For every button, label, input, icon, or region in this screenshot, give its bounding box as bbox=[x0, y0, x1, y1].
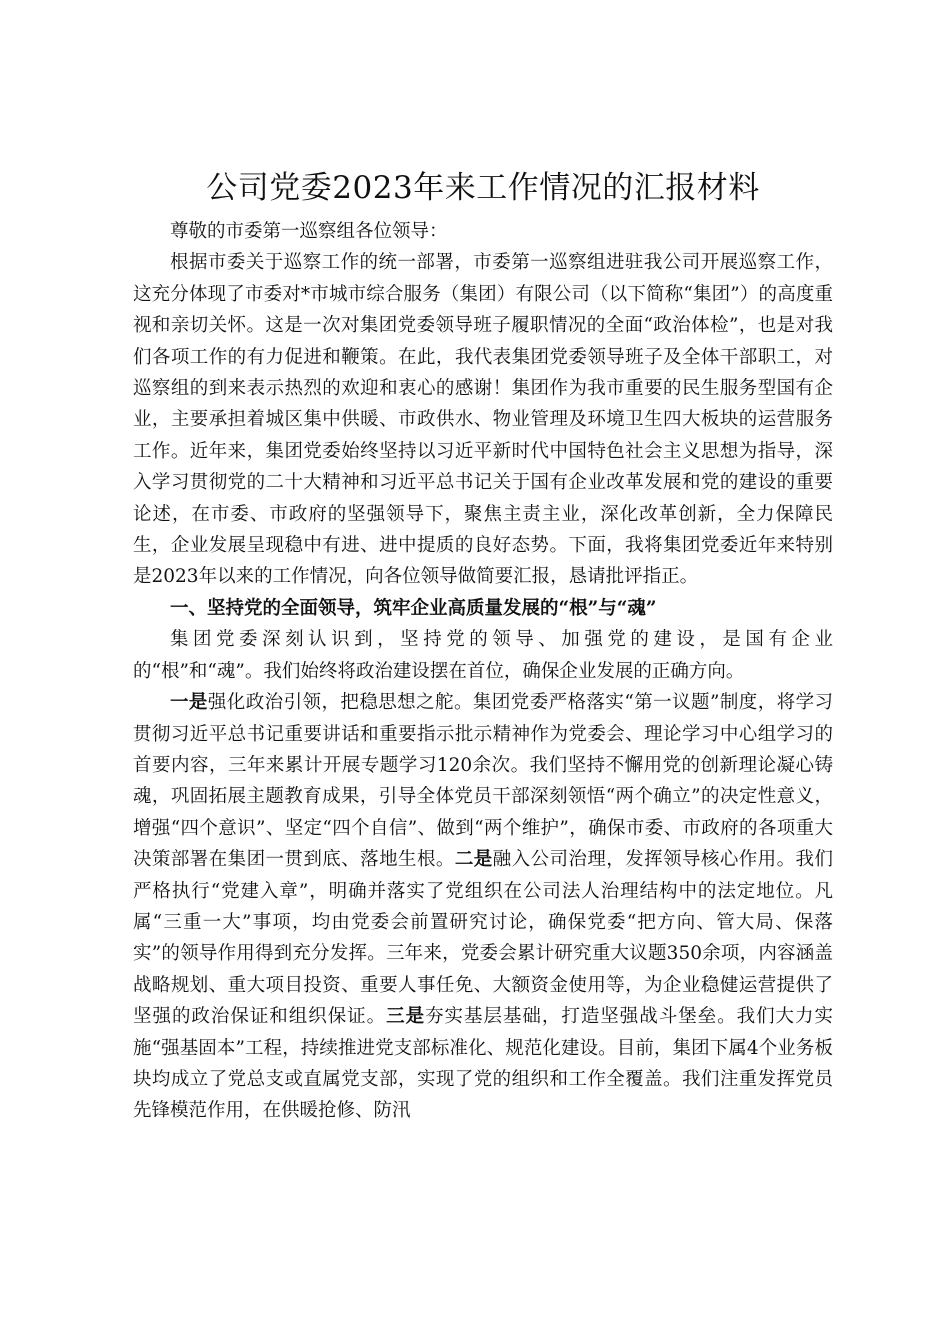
section-1-lead-paragraph: 集团党委深刻认识到，坚持党的领导、加强党的建设，是国有企业的“根”和“魂”。我们始终将政治建设摆在首位，确保企业发展的正确方向。 bbox=[133, 629, 833, 682]
section-1-heading: 一、坚持党的全面领导，筑牢企业高质量发展的“根”与“魂” bbox=[170, 597, 657, 619]
item-2-label: 二是 bbox=[454, 849, 493, 871]
item-1-label: 一是 bbox=[170, 692, 208, 714]
item-3-text: 夯实基层基础，打造坚强战斗堡垒。我们大力实施“强基固本”工程，持续推进党支部标准化、规范化建设。目前，集团下属4个业务板块均成立了党总支或直属党支部，实现了党的组织和工作全覆盖。我们注重发挥党员先锋模范作用，在供暖抢修、防汛 bbox=[133, 1006, 833, 1122]
document-title: 公司党委2023年来工作情况的汇报材料 bbox=[206, 170, 760, 206]
item-1-text: 强化政治引领，把稳思想之舵。集团党委严格落实“第一议题”制度，将学习贯彻习近平总书记重要讲话和重要指示批示精神作为党委会、理论学习中心组学习的首要内容，三年来累计开展专题学习120余次。我们坚持不懈用党的创新理论凝心铸魂，巩固拓展主题教育成果，引导全体党员干部深刻领悟“两个确立”的决定性意义，增强“四个意识”、坚定“四个自信”、做到“两个维护”，确保市委、市政府的各项重大决策部署在集团一贯到底、落地生根。 bbox=[133, 692, 833, 871]
section-1-body-paragraph bbox=[133, 687, 833, 1127]
intro-paragraph: 根据市委关于巡察工作的统一部署，市委第一巡察组进驻我公司开展巡察工作，这充分体现了市委对*市城市综合服务（集团）有限公司（以下简称“集团”）的高度重视和亲切关怀。这是一次对集团党委领导班子履职情况的全面“政治体检”，也是对我们各项工作的有力促进和鞭策。在此，我代表集团党委领导班子及全体干部职工，对巡察组的到来表示热烈的欢迎和衷心的感谢！集团作为我市重要的民生服务型国有企业，主要承担着城区集中供暖、市政供水、物业管理及环境卫生四大板块的运营服务工作。近年来，集团党委始终坚持以习近平新时代中国特色社会主义思想为指导，深入学习贯彻党的二十大精神和习近平总书记关于国有企业改革发展和党的建设的重要论述，在市委、市政府的坚强领导下，聚焦主责主业，深化改革创新，全力保障民生，企业发展呈现稳中有进、进中提质的良好态势。下面，我将集团党委近年来特别是2023年以来的工作情况，向各位领导做简要汇报，恳请批评指正。 bbox=[133, 252, 833, 588]
item-3-label: 三是 bbox=[386, 1006, 426, 1028]
document-page bbox=[133, 166, 833, 1127]
salutation: 尊敬的市委第一巡察组各位领导： bbox=[170, 221, 448, 242]
item-2-text: 融入公司治理，发挥领导核心作用。我们严格执行“党建入章”，明确并落实了党组织在公司法人治理结构中的法定地位。凡属“三重一大”事项，均由党委会前置研究讨论，确保党委“把方向、管大局、保落实”的领导作用得到充分发挥。三年来，党委会累计研究重大议题350余项，内容涵盖战略规划、重大项目投资、重要人事任免、大额资金使用等，为企业稳健运营提供了坚强的政治保证和组织保证。 bbox=[133, 849, 833, 1028]
